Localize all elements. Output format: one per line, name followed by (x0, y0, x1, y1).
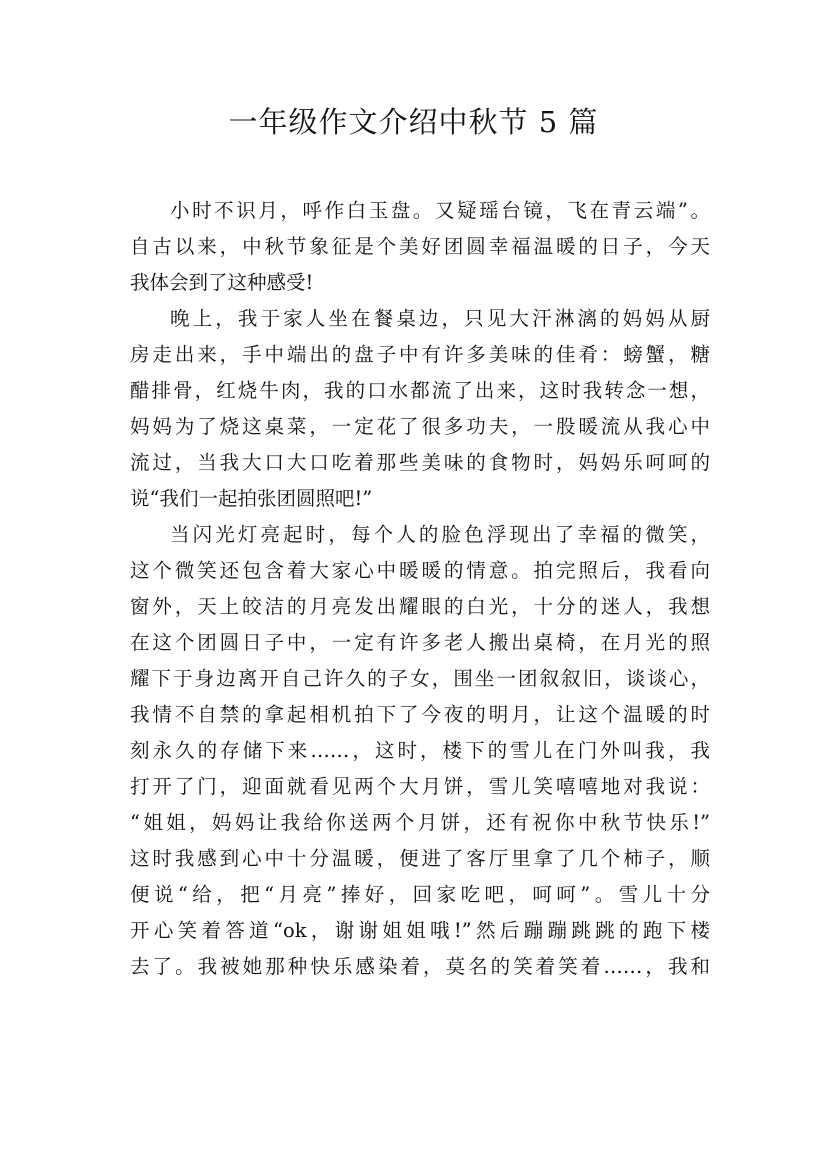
paragraph-line: “姐姐，妈妈让我给你送两个月饼，还有祝你中秋节快乐!” (130, 811, 710, 834)
paragraph-line: 这时我感到心中十分温暖，便进了客厅里拿了几个柿子，顺 (130, 847, 710, 870)
paragraph-line: 开心笑着答道“ok，谢谢姐姐哦!”然后蹦蹦跳跳的跑下楼 (130, 919, 710, 942)
paragraph-line: 窗外，天上皎洁的月亮发出耀眼的白光，十分的迷人，我想 (130, 595, 710, 618)
paragraph-line: 晚上，我于家人坐在餐桌边，只见大汗淋漓的妈妈从厨 (170, 307, 710, 330)
paragraph-line: 耀下于身边离开自己许久的子女，围坐一团叙叙旧，谈谈心， (130, 667, 710, 690)
document-title: 一年级作文介绍中秋节 5 篇 (228, 105, 599, 139)
paragraph-line: 我体会到了这种感受! (130, 271, 314, 294)
paragraph-line: 刻永久的存储下来……，这时，楼下的雪儿在门外叫我，我 (130, 739, 710, 762)
paragraph-line: 在这个团圆日子中，一定有许多老人搬出桌椅，在月光的照 (130, 631, 710, 654)
paragraph-line: 打开了门，迎面就看见两个大月饼，雪儿笑嘻嘻地对我说： (130, 775, 710, 798)
paragraph-line: 醋排骨，红烧牛肉，我的口水都流了出来，这时我转念一想， (130, 379, 710, 402)
paragraph-line: 当闪光灯亮起时，每个人的脸色浮现出了幸福的微笑， (170, 523, 710, 546)
paragraph-line: 流过，当我大口大口吃着那些美味的食物时，妈妈乐呵呵的 (130, 451, 710, 474)
paragraph-line: 小时不识月，呼作白玉盘。又疑瑶台镜，飞在青云端”。 (170, 199, 710, 222)
paragraph-line: 这个微笑还包含着大家心中暖暖的情意。拍完照后，我看向 (130, 559, 710, 582)
paragraph-line: 我情不自禁的拿起相机拍下了今夜的明月，让这个温暖的时 (130, 703, 710, 726)
paragraph-line: 去了。我被她那种快乐感染着，莫名的笑着笑着……，我和 (130, 955, 710, 978)
paragraph-line: 房走出来，手中端出的盘子中有许多美味的佳肴：螃蟹，糖 (130, 343, 710, 366)
paragraph-line: 自古以来，中秋节象征是个美好团圆幸福温暖的日子，今天 (130, 235, 710, 258)
paragraph-line: 妈妈为了烧这桌菜，一定花了很多功夫，一股暖流从我心中 (130, 415, 710, 438)
paragraph-line: 便说“给，把“月亮”捧好，回家吃吧，呵呵”。雪儿十分 (130, 883, 710, 906)
paragraph-line: 说“我们一起拍张团圆照吧!” (130, 487, 373, 510)
